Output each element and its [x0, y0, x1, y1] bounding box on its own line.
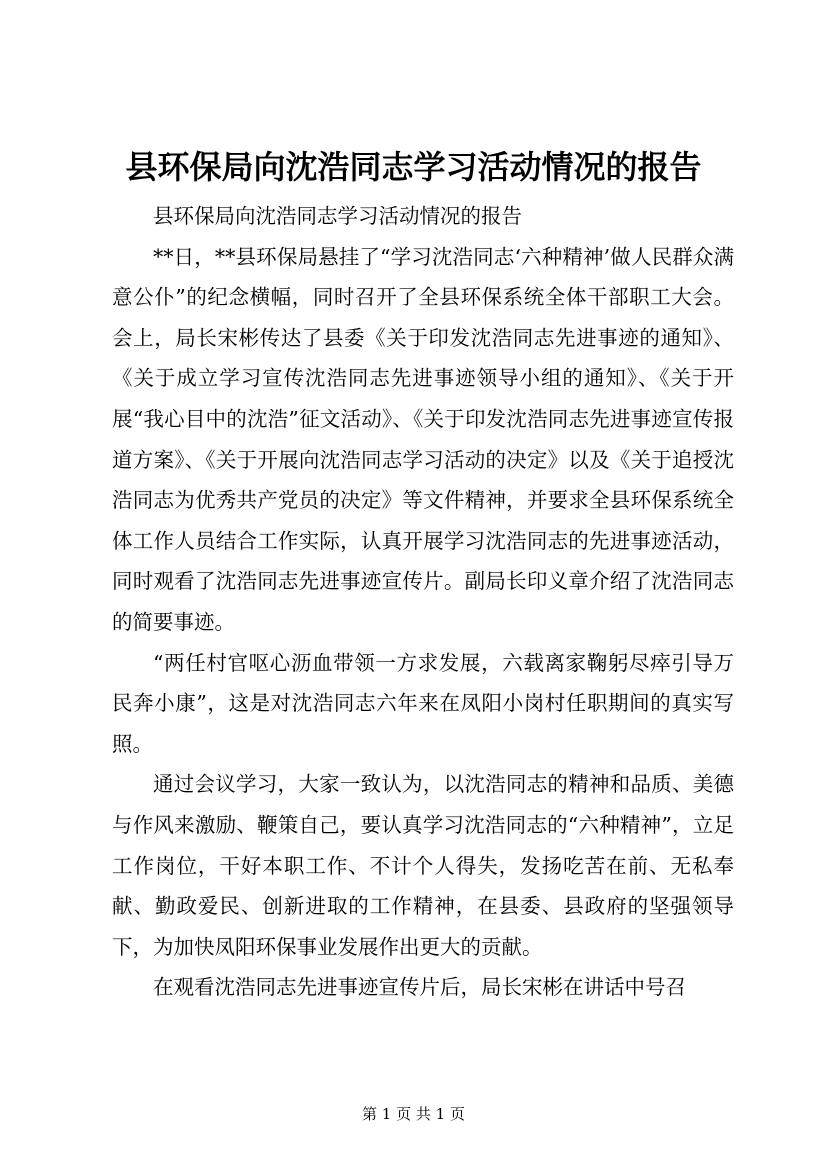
paragraph-2: “两任村官呕心沥血带领一方求发展，六载离家鞠躬尽瘁引导万民奔小康”，这是对沈浩同志六年来在凤阳小岗村任职期间的真实写照。 — [112, 650, 734, 756]
paragraph-subtitle: 县环保局向沈浩同志学习活动情况的报告 — [153, 204, 522, 228]
paragraph-1: **日，**县环保局悬挂了“学习沈浩同志‘六种精神’做人民群众满意公仆”的纪念横幅，同时召开了全县环保系统全体干部职工大会。会上，局长宋彬传达了县委《关于印发沈浩同志先进事迹的通知》、《关于成立学习宣传沈浩同志先进事迹领导小组的通知》、《关于开展“我心目中的沈浩”征文活动》、《关于印发沈浩同志先进事迹宣传报道方案》、《关于开展向沈浩同志学习活动的决定》以及《关于追授沈浩同志为优秀共产党员的决定》等文件精神，并要求全县环保系统全体工作人员结合工作实际，认真开展学习沈浩同志的先进事迹活动，同时观看了沈浩同志先进事迹宣传片。副局长印义章介绍了沈浩同志的简要事迹。 — [112, 244, 734, 634]
page-number-footer: 第 1 页 共 1 页 — [362, 1105, 465, 1123]
document-body — [112, 196, 734, 1008]
paragraph-4: 在观看沈浩同志先进事迹宣传片后，局长宋彬在讲话中号召 — [153, 975, 686, 1000]
paragraph-3: 通过会议学习，大家一致认为，以沈浩同志的精神和品质、美德与作风来激励、鞭策自己，要认真学习沈浩同志的“六种精神”，立足工作岗位，干好本职工作、不计个人得失，发扬吃苦在前、无私奉献、勤政爱民、创新进取的工作精神，在县委、县政府的坚强领导下，为加快凤阳环保事业发展作出更大的贡献。 — [112, 772, 734, 959]
document-title: 县环保局向沈浩同志学习活动情况的报告 — [125, 148, 702, 186]
